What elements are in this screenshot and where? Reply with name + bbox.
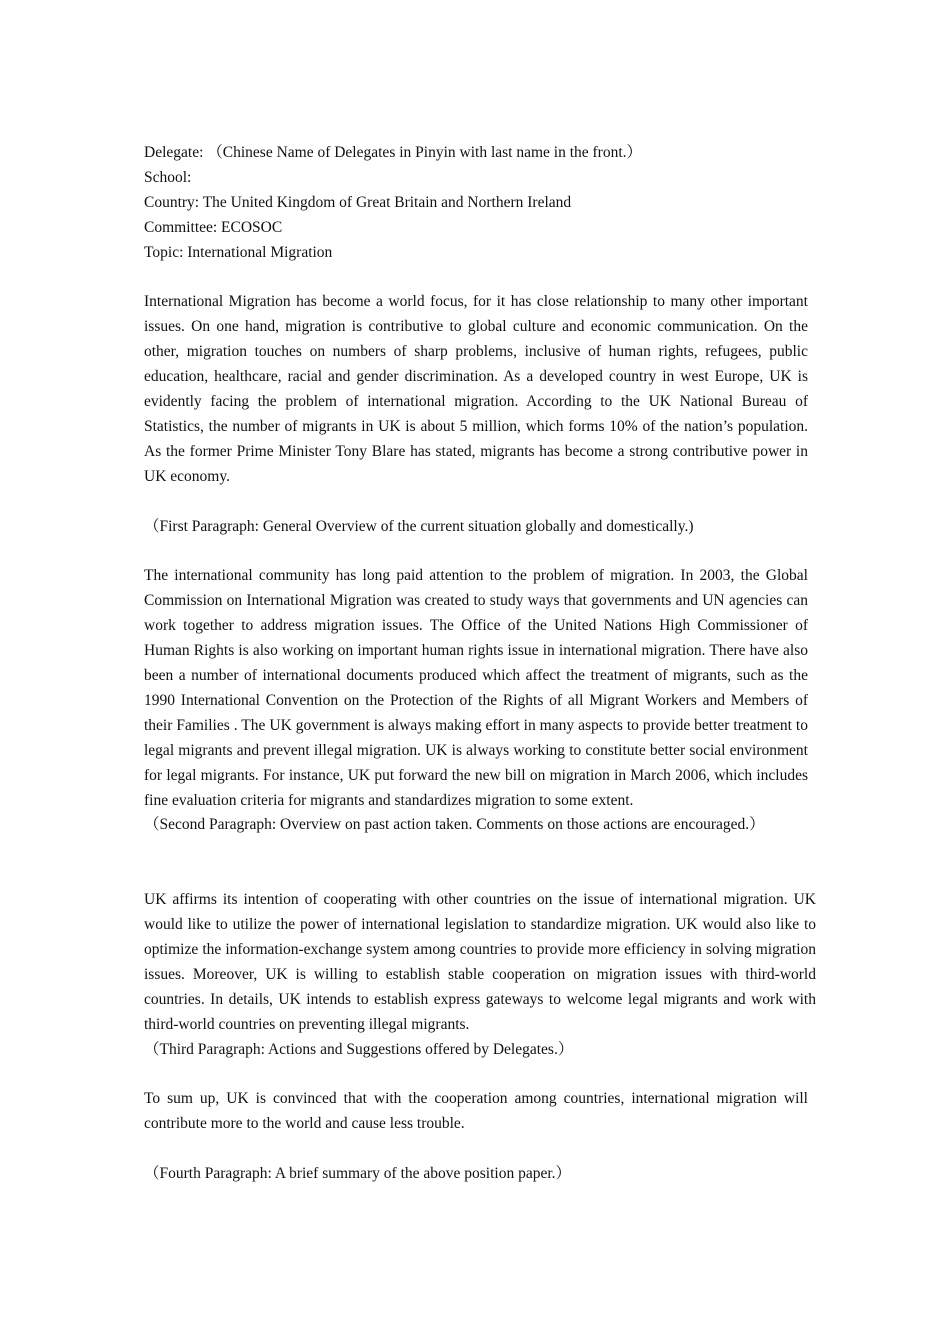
country-line: Country: The United Kingdom of Great Britain and Northern Ireland (144, 193, 572, 211)
delegate-line: Delegate: （Chinese Name of Delegates in Pinyin with last name in the front.） (144, 144, 643, 161)
spacer (144, 539, 808, 564)
paragraph-note-fourth: （Fourth Paragraph: A brief summary of the above position paper.） (144, 1165, 572, 1183)
spacer (144, 1062, 808, 1087)
school-line: School: (144, 168, 192, 186)
spacer (144, 490, 808, 515)
paragraph-note-first: （First Paragraph: General Overview of the current situation globally and domestically.) (144, 517, 694, 535)
paragraph-note-third: （Third Paragraph: Actions and Suggestions offered by Delegates.） (144, 1040, 574, 1058)
committee-line: Committee: ECOSOC (144, 218, 283, 236)
paragraph-summary: To sum up, UK is convinced that with the cooperation among countries, international migration will contribute more to the world and cause less trouble. (144, 1090, 808, 1133)
spacer (144, 266, 808, 291)
paragraph-suggestions: UK affirms its intention of cooperating with other countries on the issue of international migration. UK would like to utilize the power of international legislation to standardize migration. UK would also like to optimize the information-exchange system among countries to provide more efficiency in solving migration issues. Moreover, UK is willing to establish stable cooperation on migration issues with third-world countries. In details, UK intends to establish express gateways to welcome legal migrants and work with third-world countries on preventing illegal migrants. (144, 891, 816, 1033)
spacer (144, 838, 808, 888)
spacer (144, 1137, 808, 1162)
paragraph-past-action: The international community has long paid attention to the problem of migration. In 2003, the Global Commission on International Migration was created to study ways that governments and UN agencies can work together to address migration issues. The Office of the United Nations High Commissioner of Human Rights is also working on important human rights issue in international migration. There have also been a number of international documents produced which affect the treatment of migrants, such as the 1990 International Convention on the Protection of the Rights of all Migrant Workers and Members of their Families . The UK government is always making effort in many aspects to provide better treatment to legal migrants and prevent illegal migration. UK is always working to constitute better social environment for legal migrants. For instance, UK put forward the new bill on migration in March 2006, which includes fine evaluation criteria for migrants and standardizes migration to some extent. (144, 567, 808, 809)
topic-line: Topic: International Migration (144, 243, 333, 261)
paragraph-note-second: （Second Paragraph: Overview on past action taken. Comments on those actions are encouraged.） (144, 816, 765, 834)
paragraph-overview: International Migration has become a world focus, for it has close relationship to many other important issues. On one hand, migration is contributive to global culture and economic communication. On the other, migration touches on numbers of sharp problems, inclusive of human rights, refugees, public education, healthcare, racial and gender discrimination. As a developed country in west Europe, UK is evidently facing the problem of international migration. According to the UK National Bureau of Statistics, the number of migrants in UK is about 5 million, which forms 10% of the nation’s population. As the former Prime Minister Tony Blare has stated, migrants has become a strong contributive power in UK economy. (144, 293, 808, 485)
position-paper-page (144, 141, 816, 1187)
